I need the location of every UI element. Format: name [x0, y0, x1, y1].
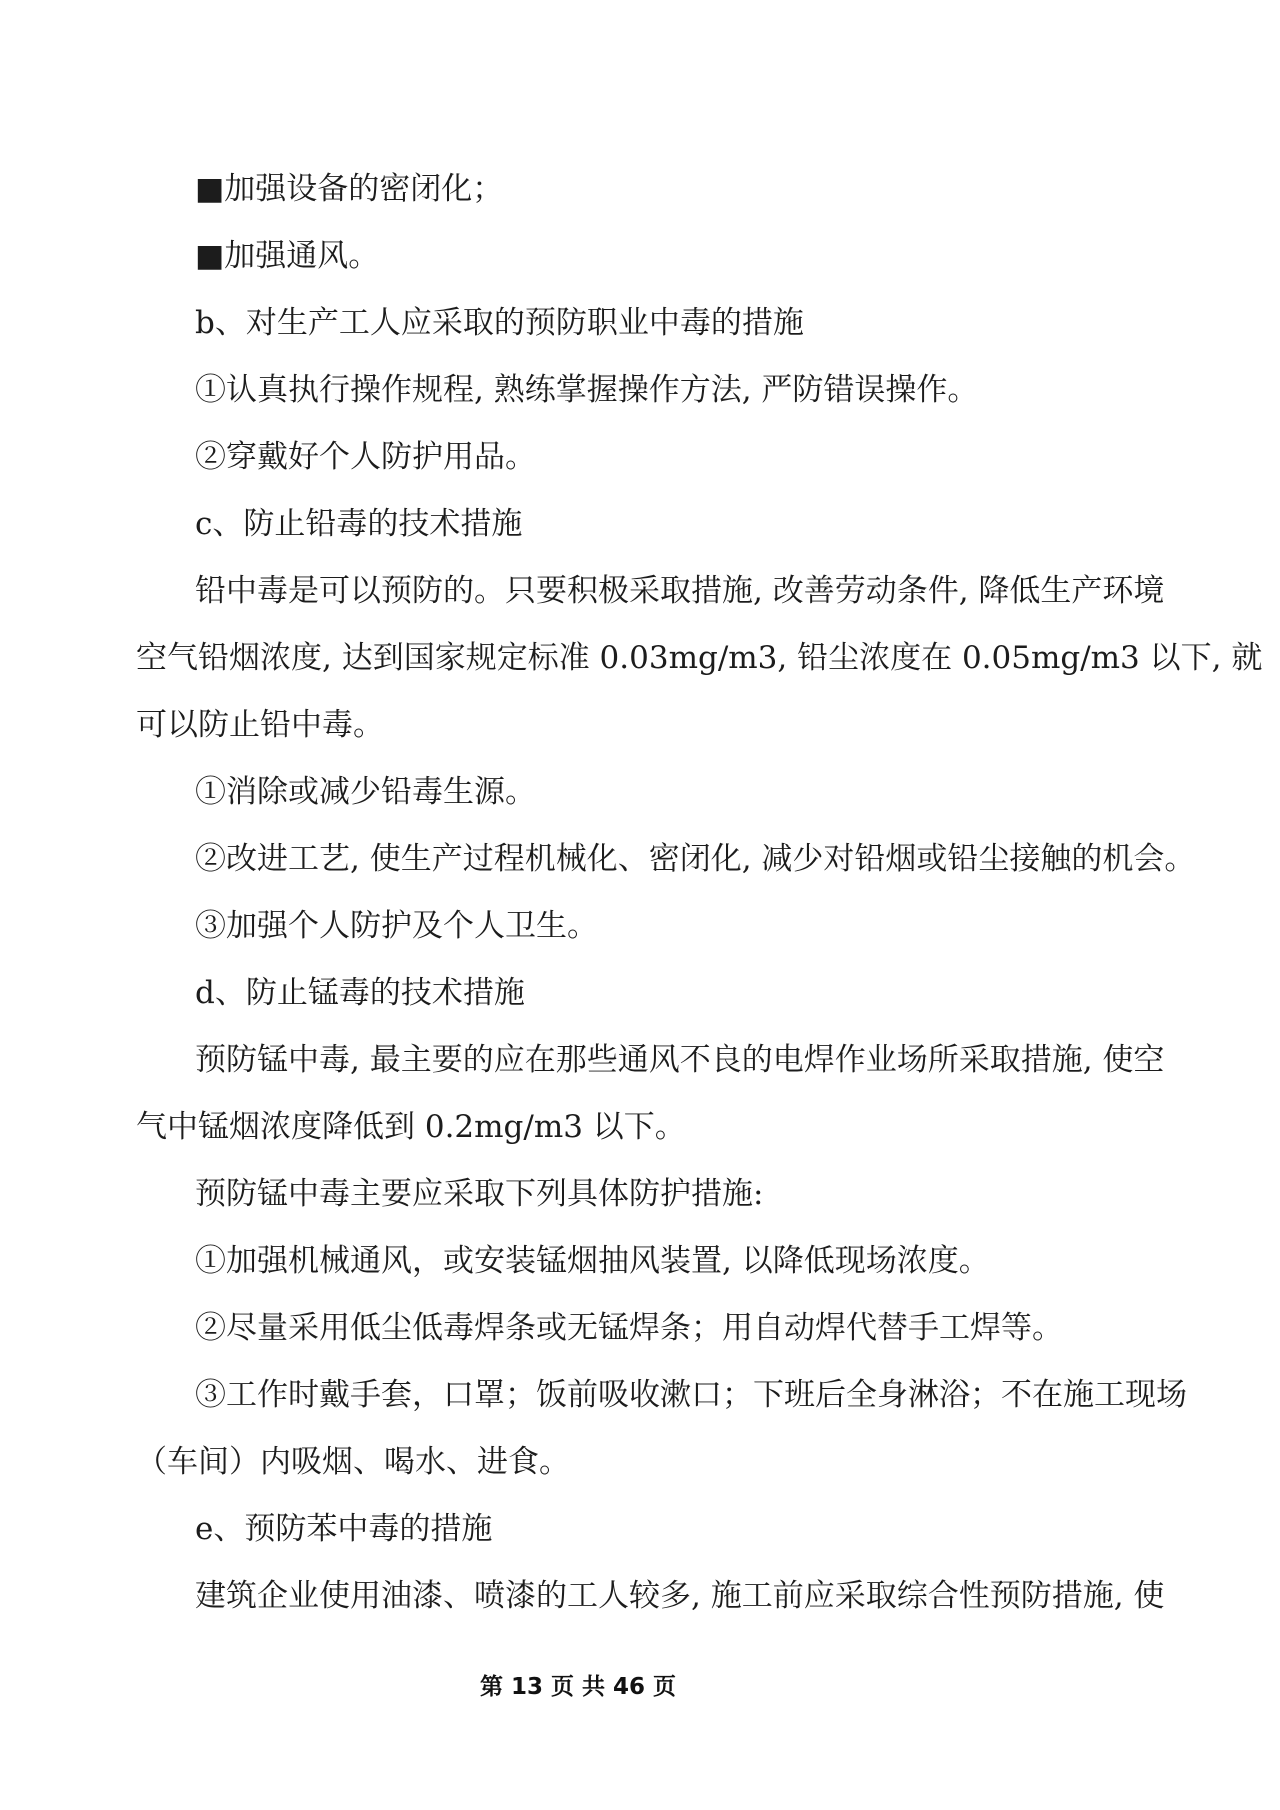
text-line: ①认真执行操作规程, 熟练掌握操作方法, 严防错误操作。	[195, 372, 979, 408]
text-line: b、对生产工人应采取的预防职业中毒的措施	[195, 305, 804, 341]
text-line: ②改进工艺, 使生产过程机械化、密闭化, 减少对铅烟或铅尘接触的机会。	[195, 841, 1196, 877]
text-line: 建筑企业使用油漆、喷漆的工人较多, 施工前应采取综合性预防措施, 使	[195, 1578, 1165, 1614]
text-line: d、防止锰毒的技术措施	[195, 975, 525, 1011]
text-line: c、防止铅毒的技术措施	[195, 506, 523, 542]
text-line: ■加强通风。	[195, 238, 380, 274]
text-line: 可以防止铅中毒。	[136, 707, 384, 743]
text-line: e、预防苯中毒的措施	[195, 1511, 493, 1547]
text-line: 铅中毒是可以预防的。只要积极采取措施, 改善劳动条件, 降低生产环境	[195, 573, 1165, 609]
text-line: 气中锰烟浓度降低到 0.2mg/m3 以下。	[136, 1109, 686, 1145]
text-line: ■加强设备的密闭化；	[195, 171, 504, 207]
text-line: ②尽量采用低尘低毒焊条或无锰焊条；用自动焊代替手工焊等。	[195, 1310, 1063, 1346]
text-line: ②穿戴好个人防护用品。	[195, 439, 536, 475]
text-line: （车间）内吸烟、喝水、进食。	[136, 1444, 570, 1480]
text-line: ①加强机械通风，或安装锰烟抽风装置, 以降低现场浓度。	[195, 1243, 990, 1279]
text-line: 预防锰中毒, 最主要的应在那些通风不良的电焊作业场所采取措施, 使空	[195, 1042, 1165, 1078]
text-line: ③加强个人防护及个人卫生。	[195, 908, 598, 944]
text-line: ③工作时戴手套，口罩；饭前吸收漱口；下班后全身淋浴；不在施工现场	[195, 1377, 1187, 1413]
document-body	[136, 156, 1263, 1630]
text-line: 预防锰中毒主要应采取下列具体防护措施:	[195, 1176, 764, 1212]
text-line: ①消除或减少铅毒生源。	[195, 774, 536, 810]
page-footer: 第 13 页 共 46 页	[479, 1674, 677, 1700]
text-line: 空气铅烟浓度, 达到国家规定标准 0.03mg/m3, 铅尘浓度在 0.05mg/m3 以下, 就	[136, 640, 1263, 676]
